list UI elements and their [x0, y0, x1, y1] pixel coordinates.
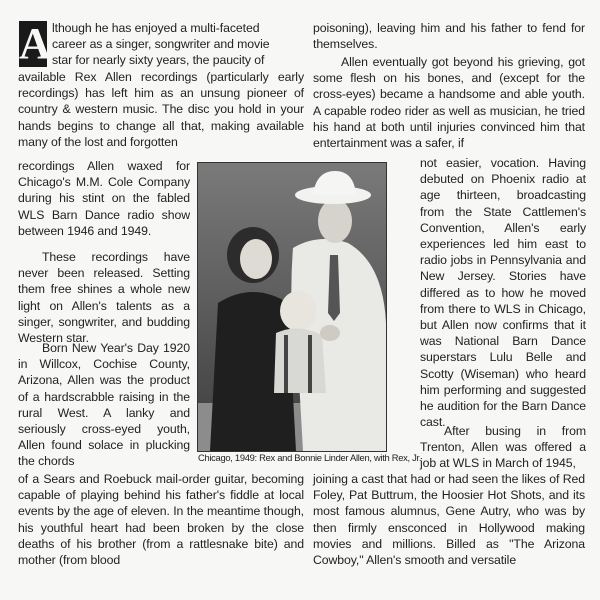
intro-line-3: star for nearly sixty years, the paucity of: [52, 53, 265, 67]
biography-paragraph: Born New Year's Day 1920 in Willcox, Cochise County, Arizona, Allen was the product of a hardscrabble raising in the rural West. A lanky and seriously cross-eyed youth, Allen found solace in plucking the chords: [18, 341, 190, 469]
unreleased-paragraph: These recordings have never been released. Setting them free shines a whole new light on Allen's talents as a singer, songwriter, and budding Western star.: [18, 250, 190, 346]
career-paragraph-continued: not easier, vocation. Having debuted on Phoenix radio at age thirteen, broadcasting from the State Cattlemen's Convention, Allen's early experiences led him east to radio jobs in Pennsylvania and New Jersey. Stories have differed as to how he moved from there to WLS in Chicago, but Allen now confirms that it was National Barn Dance superstars Lulu Belle and Scotty (Wiseman) who heard him performing and suggested he audition for the Barn Dance cast.: [420, 156, 586, 430]
biography-paragraph-continued: of a Sears and Roebuck mail-order guitar, becoming capable of playing behind his father's fiddle at local events by the age of eleven. In the meantime though, his youthful heart had been broken by the close deaths of his brother (from a rattlesnake bite) and mother (from blood: [18, 472, 304, 568]
intro-paragraph-body: available Rex Allen recordings (particularly early recordings) has left him as an unsung pioneer of country & western music. The disc you hold in your hands begins to change all that, making available many of the lost and forgotten: [18, 70, 304, 149]
right-column-opening: poisoning), leaving him and his father to fend for themselves.: [313, 21, 585, 52]
photo-caption: Chicago, 1949: Rex and Bonnie Linder Allen, with Rex, Jr.: [198, 452, 422, 463]
family-photo-illustration: [198, 163, 386, 451]
family-photo: [197, 162, 387, 452]
wls-paragraph-continued: joining a cast that had or had seen the likes of Red Foley, Pat Buttrum, the Hoosier Hot Shots, and its most famous alumnus, Gene Autry, who was by then firmly ensconced in Hollywood making movies and millions. Billed as "The Arizona Cowboy," Allen's smooth and versatile: [313, 472, 585, 568]
drop-cap-letter: A: [19, 19, 51, 68]
wls-paragraph: After busing in from Trenton, Allen was offered a job at WLS in March of 1945,: [420, 424, 586, 471]
career-paragraph: Allen eventually got beyond his grieving, got some flesh on his bones, and (except for the cross-eyes) became a handsome and able youth. A capable rodeo rider as well as musician, he tried his hand at both until injuries convinced him that entertainment was a safer, if: [313, 55, 585, 151]
intro-line-1: lthough he has enjoyed a multi-faceted: [52, 21, 260, 35]
intro-line-2: career as a singer, songwriter and movie: [52, 37, 270, 51]
intro-paragraph-end: recordings Allen waxed for Chicago's M.M. Cole Company during his stint on the fabled WLS Barn Dance radio show between 1946 and 1949.: [18, 159, 190, 238]
